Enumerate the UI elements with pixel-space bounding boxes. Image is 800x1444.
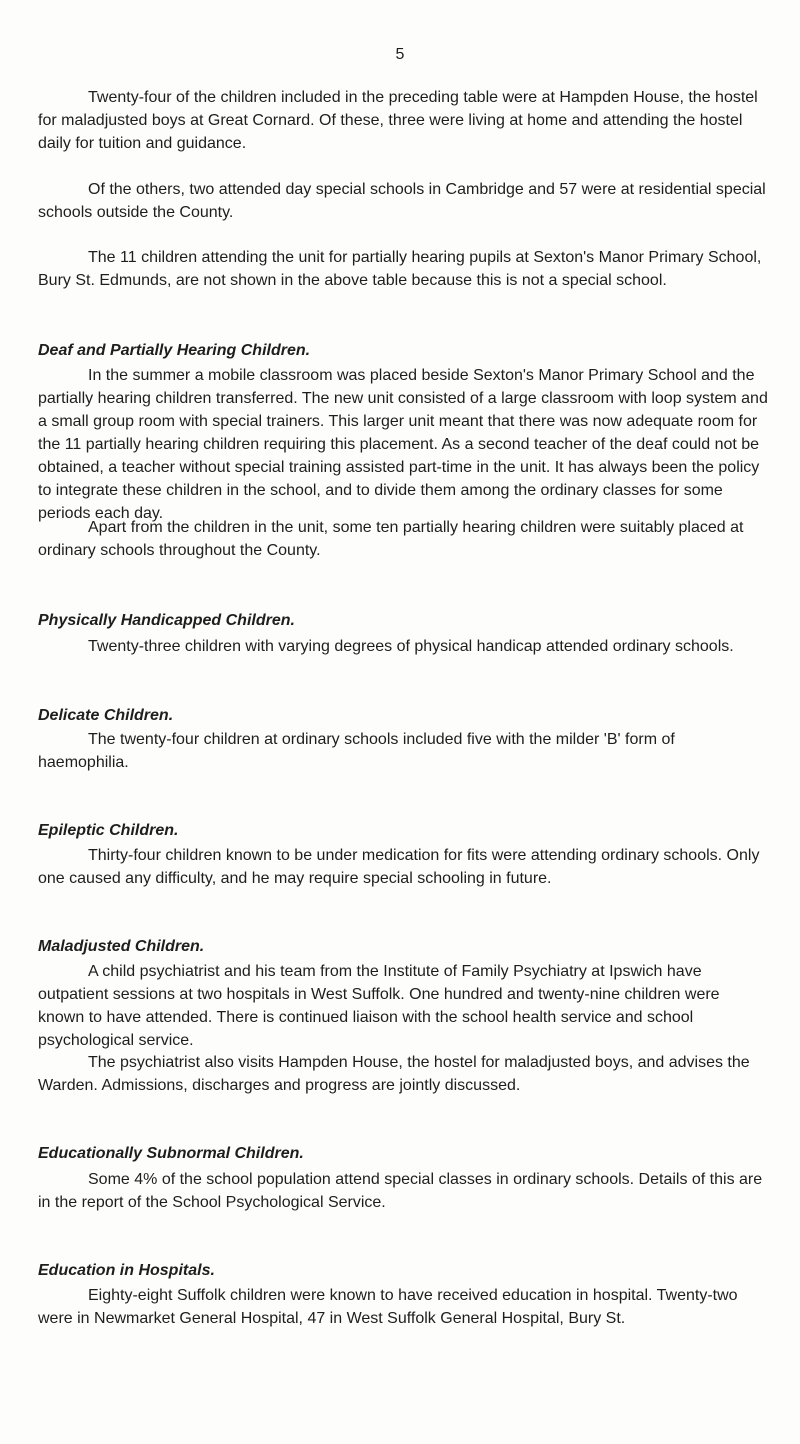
heading-education-in-hospitals: Education in Hospitals. — [38, 1262, 215, 1279]
heading-delicate-children: Delicate Children. — [38, 707, 174, 724]
maladjusted-paragraph-2: The psychiatrist also visits Hampden House, the hostel for maladjusted boys, and advises the Warden. Admissions, discharges and progress are jointly discussed. — [38, 1054, 750, 1094]
maladjusted-paragraph-1: A child psychiatrist and his team from the Institute of Family Psychiatry at Ipswich have outpatient sessions at two hospitals in West Suffolk. One hundred and twenty-nine children were known to have attended. There is continued liaison with the school health service and school psychological service. — [38, 963, 720, 1049]
page-number: 5 — [395, 46, 405, 63]
physical-paragraph-1: Twenty-three children with varying degrees of physical handicap attended ordinary schools. — [88, 638, 734, 655]
deaf-paragraph-1: In the summer a mobile classroom was placed beside Sexton's Manor Primary School and the partially hearing children transferred. The new unit consisted of a large classroom with loop system and a small group room with special trainers. This larger unit meant that there was now adequate room for the 11 partially hearing children requiring this placement. As a second teacher of the deaf could not be obtained, a teacher without special training assisted part-time in the unit. It has always been the policy to integrate these children in the school, and to divide them among the ordinary classes for some periods each day. — [38, 367, 768, 522]
intro-paragraph-2: Of the others, two attended day special schools in Cambridge and 57 were at residential special schools outside the County. — [38, 181, 766, 221]
hospitals-paragraph-1: Eighty-eight Suffolk children were known to have received education in hospital. Twenty-two were in Newmarket General Hospital, 47 in West Suffolk General Hospital, Bury St. — [38, 1287, 738, 1327]
intro-paragraph-1: Twenty-four of the children included in the preceding table were at Hampden House, the hostel for maladjusted boys at Great Cornard. Of these, three were living at home and attending the hostel daily for tuition and guidance. — [38, 89, 758, 152]
subnormal-paragraph-1: Some 4% of the school population attend special classes in ordinary schools. Details of this are in the report of the School Psychological Service. — [38, 1171, 763, 1211]
heading-physically-handicapped: Physically Handicapped Children. — [38, 612, 295, 629]
heading-epileptic-children: Epileptic Children. — [38, 822, 179, 839]
deaf-paragraph-2: Apart from the children in the unit, some ten partially hearing children were suitably placed at ordinary schools throughout the County. — [38, 519, 744, 559]
intro-paragraph-3: The 11 children attending the unit for partially hearing pupils at Sexton's Manor Primary School, Bury St. Edmunds, are not shown in the above table because this is not a special school. — [38, 249, 762, 289]
heading-maladjusted-children: Maladjusted Children. — [38, 938, 205, 955]
delicate-paragraph-1: The twenty-four children at ordinary schools included five with the milder 'B' form of haemophilia. — [38, 731, 675, 771]
heading-educationally-subnormal: Educationally Subnormal Children. — [38, 1145, 304, 1162]
heading-deaf-partially-hearing: Deaf and Partially Hearing Children. — [38, 342, 311, 359]
epileptic-paragraph-1: Thirty-four children known to be under medication for fits were attending ordinary schools. Only one caused any difficulty, and he may require special schooling in future. — [38, 847, 760, 887]
